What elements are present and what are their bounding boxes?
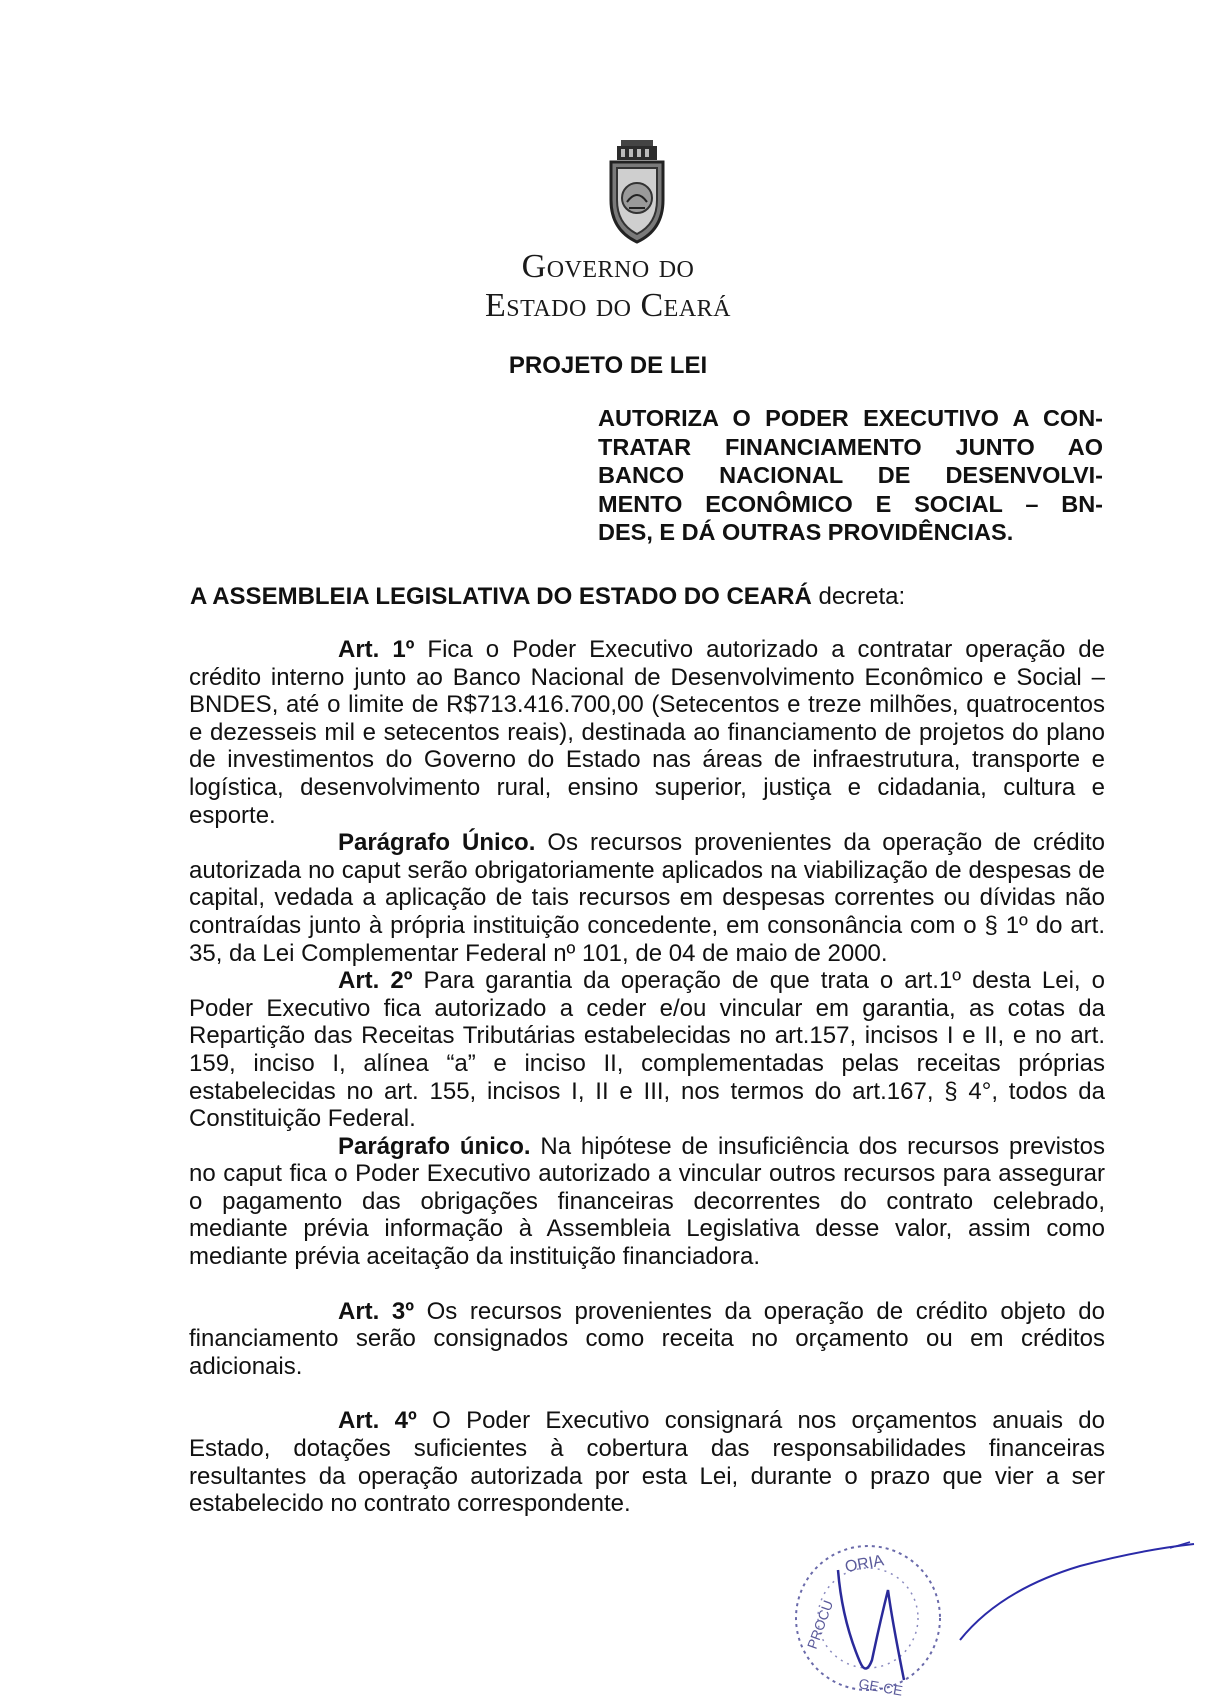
article-2 — [189, 967, 1105, 1133]
ementa-line: TRATAR FINANCIAMENTO JUNTO AO — [598, 433, 1103, 460]
article-4 — [189, 1407, 1105, 1517]
handwritten-signature-icon — [940, 1530, 1200, 1650]
ementa — [598, 404, 1103, 547]
article-text: O Poder Executivo consignará nos orçamentos anuais do Estado, dotações suficientes à cobertura das responsabilidades financeiras resultantes da operação autorizada por esta Lei, durante o prazo que vier a ser estabelecido no contrato correspondente. — [189, 1407, 1105, 1518]
procuradoria-stamp-icon — [776, 1530, 966, 1700]
article-label: Parágrafo Único. — [338, 829, 536, 857]
enacting-clause-rest: decreta: — [811, 583, 906, 610]
article-text: Os recursos provenientes da operação de crédito objeto do financiamento serão consignados como receita no orçamento ou em créditos adicionais. — [189, 1297, 1105, 1380]
article-text: Na hipótese de insuficiência dos recursos previstos no caput fica o Poder Executivo autorizado a vincular outros recursos para assegurar o pagamento das obrigações financeiras decorrentes do contrato celebrado, mediante prévia informação à Assembleia Legislativa desse valor, assim como mediante prévia aceitação da instituição financiadora. — [189, 1132, 1106, 1271]
svg-text:GE-CE: GE-CE — [857, 1675, 904, 1699]
article-1 — [189, 636, 1105, 829]
enacting-clause — [190, 583, 905, 611]
svg-text:ORIA: ORIA — [843, 1552, 886, 1576]
ementa-line: DES, E DÁ OUTRAS PROVIDÊNCIAS. — [598, 519, 1014, 545]
ementa-line: MENTO ECONÔMICO E SOCIAL – BN- — [598, 490, 1103, 517]
article-3 — [189, 1298, 1105, 1381]
article-2-paragraph — [189, 1133, 1105, 1271]
article-1-paragraph — [189, 829, 1105, 967]
article-label: Parágrafo único. — [338, 1132, 531, 1160]
ementa-line: AUTORIZA O PODER EXECUTIVO A CON- — [598, 405, 1103, 431]
law-body — [189, 636, 1105, 1518]
svg-text:PROCU: PROCU — [803, 1598, 837, 1652]
enacting-clause-bold: A ASSEMBLEIA LEGISLATIVA DO ESTADO DO CEARÁ — [190, 583, 812, 610]
article-label: Art. 3º — [338, 1297, 415, 1325]
article-label: Art. 1º — [338, 636, 415, 663]
article-label: Art. 2º — [338, 967, 413, 995]
government-line-2: Estado do Ceará — [484, 287, 732, 324]
ementa-line: BANCO NACIONAL DE DESENVOLVI- — [598, 462, 1103, 488]
article-text: Para garantia da operação de que trata o art.1º desta Lei, o Poder Executivo fica autorizado a ceder e/ou vincular em garantia, as cotas da Repartição das Receitas Tributárias estabelecidas no art.157, incisos I e II, e no art. 159, inciso I, alínea “a” e inciso II, complementadas pelas receitas próprias estabelecidas no art. 155, incisos I, II e III, nos termos do art.167, § 4°, todos da Constituição Federal. — [189, 967, 1105, 1133]
government-line-1: Governo do — [521, 248, 695, 285]
article-text: Os recursos provenientes da operação de crédito autorizada no caput serão obrigatoriamente aplicados na viabilização de despesas de capital, vedada a aplicação de tais recursos em despesas correntes ou dívidas não contraídas junto à própria instituição concedente, em consonância com o § 1º do art. 35, da Lei Complementar Federal nº 101, de 04 de maio de 2000. — [189, 829, 1106, 967]
document-title: PROJETO DE LEI — [508, 352, 708, 379]
ceara-state-coat-of-arms-icon — [601, 138, 673, 248]
article-label: Art. 4º — [338, 1407, 417, 1435]
article-text: Fica o Poder Executivo autorizado a contratar operação de crédito interno junto ao Banco Nacional de Desenvolvimento Econômico e Social – BNDES, até o limite de R$713.416.700,00 (Setecentos e treze milhões, quatrocentos e dezesseis mil e setecentos reais), destinada ao financiamento de projetos do plano de investimentos do Governo do Estado nas áreas de infraestrutura, transporte e logística, desenvolvimento rural, ensino superior, justiça e cidadania, cultura e esporte. — [189, 636, 1105, 829]
